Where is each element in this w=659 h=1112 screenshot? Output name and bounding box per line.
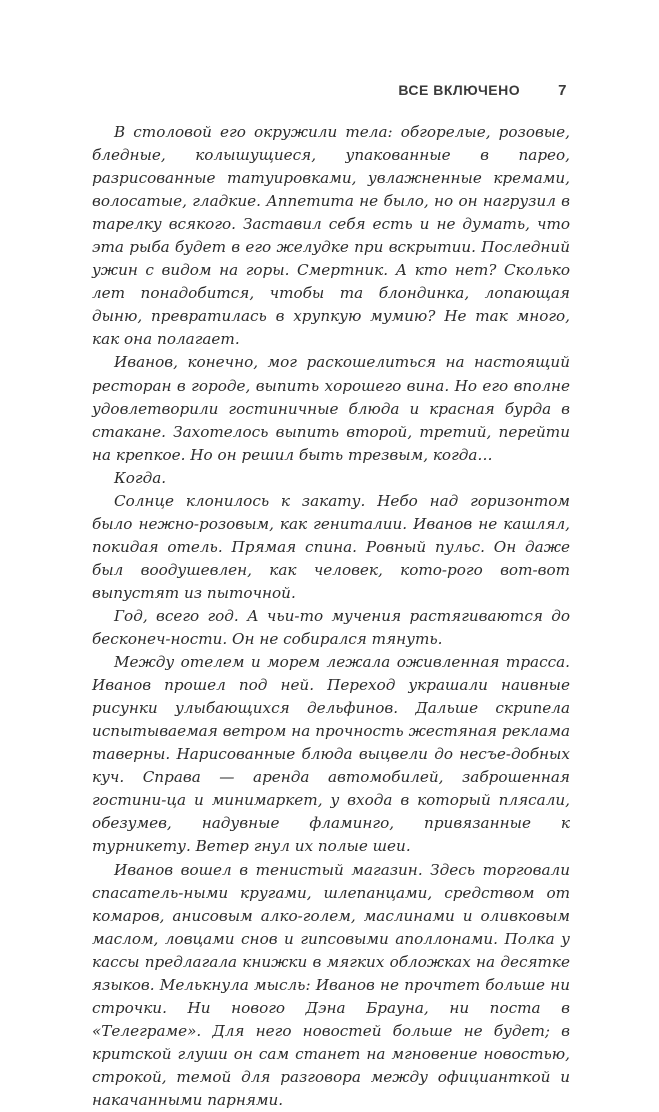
paragraph: Год, всего год. А чьи-то мучения растягиваются до бесконеч-ности. Он не собирался тянуть.	[92, 605, 570, 651]
running-title: ВСЕ ВКЛЮЧЕНО	[398, 82, 520, 98]
paragraph: Когда.	[92, 467, 570, 490]
paragraph: Иванов вошел в тенистый магазин. Здесь торговали спасатель-ными кругами, шлепанцами, средством от комаров, анисовым алко-голем, маслинами и оливковым маслом, ловцами снов и гипсовыми аполлонами. Полка у кассы предлагала книжки в мягких обложках на десятке языков. Мелькнула мысль: Иванов не прочтет больше ни строчки. Ни нового Дэна Брауна, ни поста в «Телеграме». Для него новостей больше не будет; в критской глуши он сам станет на мгновение новостью, строкой, темой для разговора между официанткой и накачанными парнями.	[92, 859, 570, 1112]
running-header	[398, 82, 567, 99]
page-number: 7	[558, 82, 567, 99]
paragraph: Иванов, конечно, мог раскошелиться на настоящий ресторан в городе, выпить хорошего вина. Но его вполне удовлетворили гостиничные блюда и красная бурда в стакане. Захотелось выпить второй, третий, перейти на крепкое. Но он решил быть трезвым, когда…	[92, 351, 570, 466]
body-text	[92, 121, 570, 1112]
paragraph: В столовой его окружили тела: обгорелые, розовые, бледные, колышущиеся, упакованные в парео, разрисованные татуировками, увлажненные кремами, волосатые, гладкие. Аппетита не было, но он нагрузил в тарелку всякого. Заставил себя есть и не думать, что эта рыба будет в его желудке при вскрытии. Последний ужин с видом на горы. Смертник. А кто нет? Сколько лет понадобится, чтобы та блондинка, лопающая дыню, превратилась в хрупкую мумию? Не так много, как она полагает.	[92, 121, 570, 351]
paragraph: Между отелем и морем лежала оживленная трасса. Иванов прошел под ней. Переход украшали наивные рисунки улыбающихся дельфинов. Дальше скрипела испытываемая ветром на прочность жестяная реклама таверны. Нарисованные блюда выцвели до несъе-добных куч. Справа — аренда автомобилей, заброшенная гостини-ца и минимаркет, у входа в который плясали, обезумев, надувные фламинго, привязанные к турникету. Ветер гнул их полые шеи.	[92, 651, 570, 858]
paragraph: Солнце клонилось к закату. Небо над горизонтом было нежно-розовым, как гениталии. Иванов не кашлял, покидая отель. Прямая спина. Ровный пульс. Он даже был воодушевлен, как человек, кото-рого вот-вот выпустят из пыточной.	[92, 490, 570, 605]
